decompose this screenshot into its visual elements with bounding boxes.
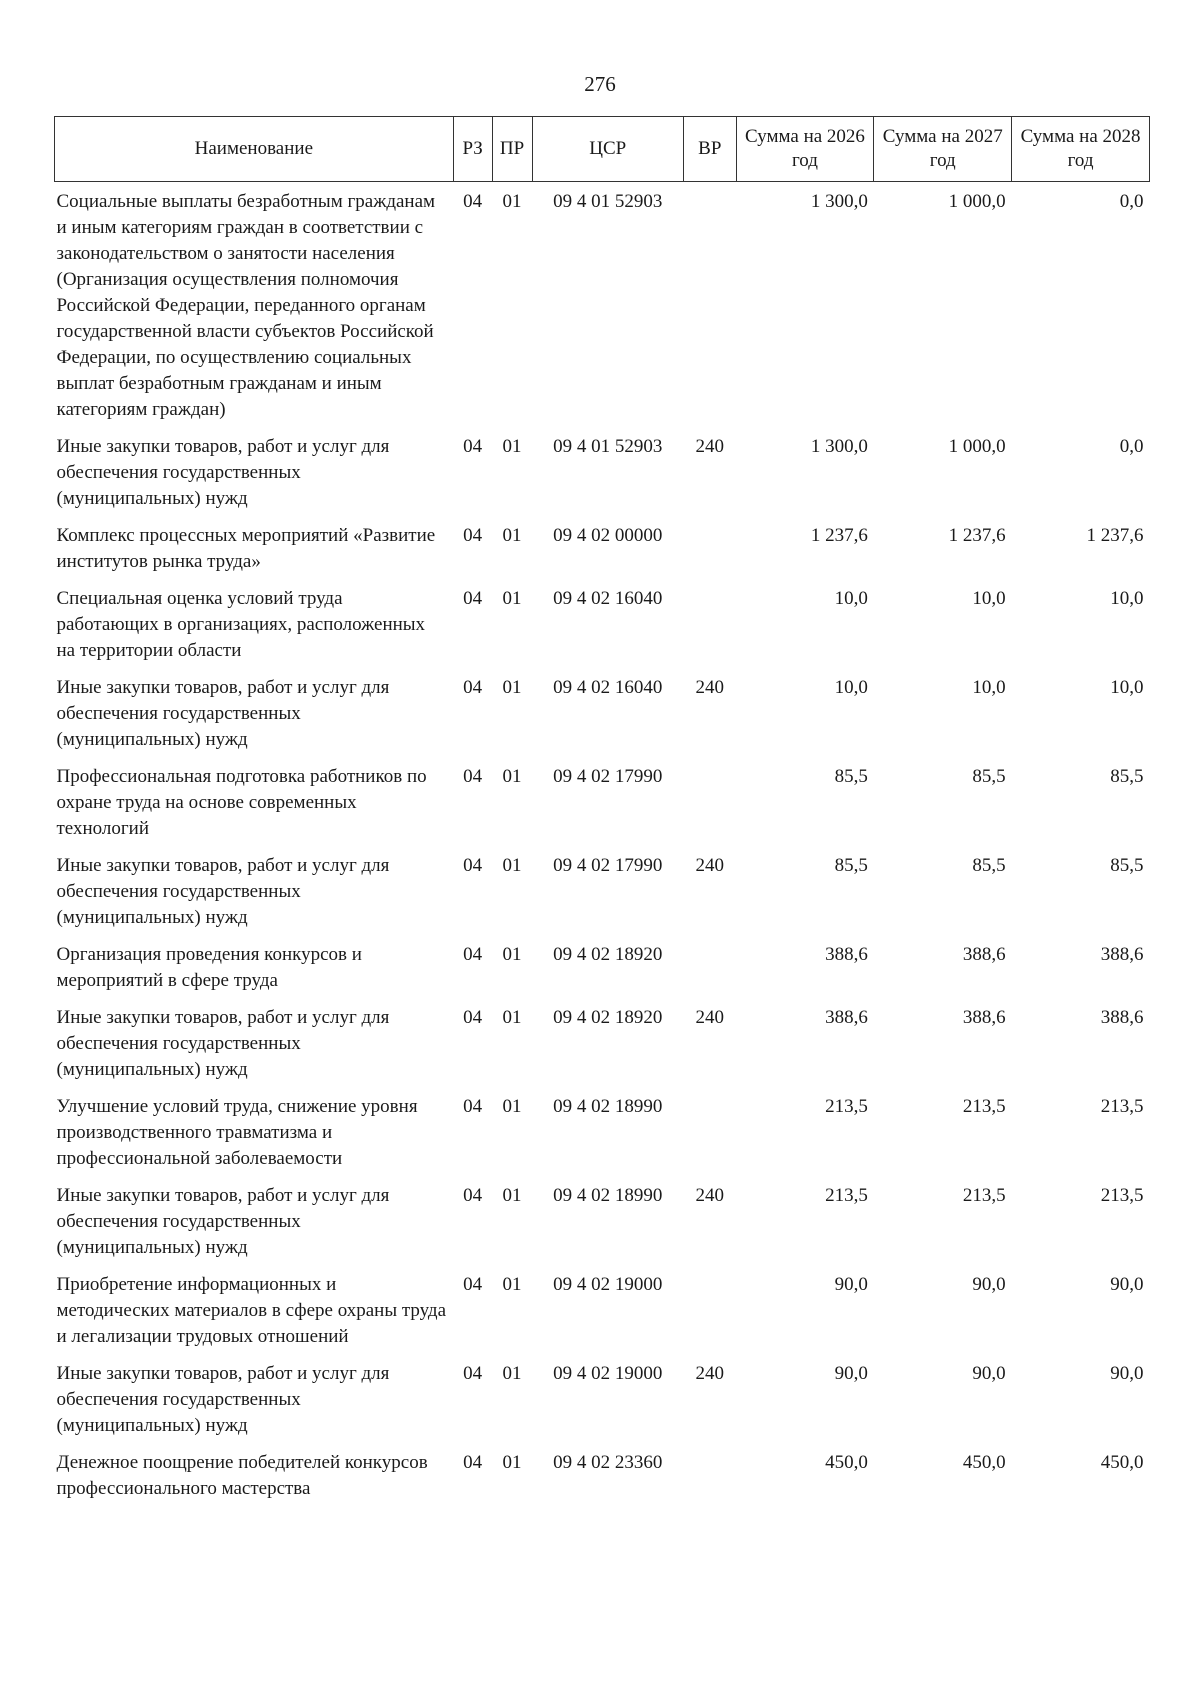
cell-rz: 04 — [463, 1274, 483, 1295]
table-row — [55, 998, 1150, 1087]
cell-pr: 01 — [502, 436, 522, 457]
cell-csr: 09 4 02 18920 — [553, 1007, 663, 1028]
cell-sum2027: 1 000,0 — [948, 191, 1006, 212]
cell-pr: 01 — [502, 1274, 522, 1295]
cell-vr — [684, 1265, 737, 1354]
cell-sum2027: 388,6 — [962, 944, 1006, 965]
cell-sum2027: 1 237,6 — [948, 525, 1006, 546]
cell-vr — [684, 1443, 737, 1506]
cell-csr: 09 4 02 19000 — [553, 1274, 663, 1295]
cell-pr: 01 — [502, 588, 522, 609]
cell-sum2026: 388,6 — [825, 944, 868, 965]
cell-name: Комплекс процессных мероприятий «Развитие институтов рынка труда» — [56, 525, 436, 572]
cell-name: Иные закупки товаров, работ и услуг для обеспечения государственных (муниципальных) нужд — [56, 436, 390, 509]
cell-pr: 01 — [502, 1363, 522, 1384]
cell-csr: 09 4 02 00000 — [553, 525, 663, 546]
cell-vr — [684, 182, 737, 428]
table-row — [55, 757, 1150, 846]
cell-name: Иные закупки товаров, работ и услуг для обеспечения государственных (муниципальных) нужд — [56, 855, 390, 928]
cell-sum2028: 388,6 — [1100, 1007, 1144, 1028]
cell-vr — [684, 516, 737, 579]
cell-sum2028: 213,5 — [1100, 1185, 1144, 1206]
cell-rz: 04 — [463, 1185, 483, 1206]
cell-sum2028: 90,0 — [1110, 1363, 1144, 1384]
cell-csr: 09 4 02 16040 — [553, 588, 663, 609]
cell-name: Специальная оценка условий труда работающих в организациях, расположенных на территории области — [56, 588, 426, 661]
cell-sum2026: 85,5 — [834, 855, 868, 876]
cell-vr: 240 — [695, 1007, 725, 1028]
cell-name: Денежное поощрение победителей конкурсов профессионального мастерства — [56, 1452, 428, 1499]
cell-rz: 04 — [463, 1096, 483, 1117]
cell-name: Профессиональная подготовка работников по охране труда на основе современных технологий — [56, 766, 427, 839]
cell-sum2028: 450,0 — [1100, 1452, 1144, 1473]
cell-vr — [684, 579, 737, 668]
cell-vr: 240 — [695, 1185, 725, 1206]
cell-pr: 01 — [502, 766, 522, 787]
header-sum-2027: Сумма на 2027 год — [874, 117, 1012, 182]
table-row — [55, 427, 1150, 516]
cell-sum2027: 10,0 — [972, 677, 1006, 698]
table-body — [55, 182, 1150, 1507]
cell-pr: 01 — [502, 944, 522, 965]
cell-name: Иные закупки товаров, работ и услуг для обеспечения государственных (муниципальных) нужд — [56, 1185, 390, 1258]
cell-rz: 04 — [463, 525, 483, 546]
table-row — [55, 516, 1150, 579]
cell-rz: 04 — [463, 191, 483, 212]
cell-csr: 09 4 02 18990 — [553, 1185, 663, 1206]
cell-sum2027: 450,0 — [962, 1452, 1006, 1473]
cell-sum2028: 85,5 — [1110, 855, 1144, 876]
cell-sum2027: 1 000,0 — [948, 436, 1006, 457]
cell-sum2028: 213,5 — [1100, 1096, 1144, 1117]
table-row — [55, 668, 1150, 757]
cell-sum2026: 10,0 — [834, 677, 868, 698]
cell-csr: 09 4 02 18990 — [553, 1096, 663, 1117]
cell-sum2028: 90,0 — [1110, 1274, 1144, 1295]
cell-name: Иные закупки товаров, работ и услуг для обеспечения государственных (муниципальных) нужд — [56, 677, 390, 750]
table-row — [55, 1443, 1150, 1506]
header-vr: ВР — [684, 117, 737, 182]
cell-sum2028: 0,0 — [1119, 436, 1144, 457]
cell-name: Иные закупки товаров, работ и услуг для обеспечения государственных (муниципальных) нужд — [56, 1007, 390, 1080]
cell-csr: 09 4 02 17990 — [553, 766, 663, 787]
cell-csr: 09 4 02 18920 — [553, 944, 663, 965]
table-row — [55, 1265, 1150, 1354]
cell-sum2027: 213,5 — [962, 1096, 1006, 1117]
cell-sum2028: 85,5 — [1110, 766, 1144, 787]
table-row — [55, 1176, 1150, 1265]
page-number: 276 — [584, 72, 616, 96]
cell-rz: 04 — [463, 1363, 483, 1384]
cell-csr: 09 4 01 52903 — [553, 436, 663, 457]
cell-sum2027: 90,0 — [972, 1363, 1006, 1384]
cell-rz: 04 — [463, 436, 483, 457]
table-row — [55, 846, 1150, 935]
cell-vr: 240 — [695, 1363, 725, 1384]
cell-sum2027: 90,0 — [972, 1274, 1006, 1295]
cell-rz: 04 — [463, 766, 483, 787]
cell-sum2027: 85,5 — [972, 855, 1006, 876]
cell-sum2027: 85,5 — [972, 766, 1006, 787]
cell-vr — [684, 1087, 737, 1176]
cell-sum2027: 213,5 — [962, 1185, 1006, 1206]
header-csr: ЦСР — [532, 117, 683, 182]
cell-vr — [684, 935, 737, 998]
cell-pr: 01 — [502, 1096, 522, 1117]
table-row — [55, 182, 1150, 428]
header-name: Наименование — [55, 117, 454, 182]
cell-sum2028: 388,6 — [1100, 944, 1144, 965]
cell-sum2026: 388,6 — [825, 1007, 868, 1028]
cell-sum2026: 213,5 — [825, 1185, 868, 1206]
cell-vr: 240 — [695, 436, 725, 457]
table-row — [55, 1354, 1150, 1443]
cell-name: Иные закупки товаров, работ и услуг для обеспечения государственных (муниципальных) нужд — [56, 1363, 390, 1436]
cell-csr: 09 4 02 23360 — [553, 1452, 663, 1473]
cell-rz: 04 — [463, 1452, 483, 1473]
cell-rz: 04 — [463, 677, 483, 698]
cell-csr: 09 4 02 17990 — [553, 855, 663, 876]
cell-csr: 09 4 02 19000 — [553, 1363, 663, 1384]
cell-pr: 01 — [502, 525, 522, 546]
table-row — [55, 935, 1150, 998]
cell-rz: 04 — [463, 855, 483, 876]
header-pr: ПР — [492, 117, 532, 182]
cell-csr: 09 4 02 16040 — [553, 677, 663, 698]
cell-pr: 01 — [502, 677, 522, 698]
cell-pr: 01 — [502, 1452, 522, 1473]
table-row — [55, 579, 1150, 668]
cell-sum2028: 1 237,6 — [1086, 525, 1144, 546]
cell-name: Организация проведения конкурсов и мероприятий в сфере труда — [56, 944, 362, 991]
cell-name: Улучшение условий труда, снижение уровня производственного травматизма и профессиональной заболеваемости — [56, 1096, 418, 1169]
cell-sum2026: 10,0 — [834, 588, 868, 609]
cell-pr: 01 — [502, 191, 522, 212]
cell-pr: 01 — [502, 1007, 522, 1028]
cell-sum2026: 90,0 — [834, 1274, 868, 1295]
cell-sum2026: 213,5 — [825, 1096, 868, 1117]
header-sum-2028: Сумма на 2028 год — [1012, 117, 1150, 182]
cell-sum2026: 90,0 — [834, 1363, 868, 1384]
cell-rz: 04 — [463, 1007, 483, 1028]
table-row — [55, 1087, 1150, 1176]
cell-sum2026: 450,0 — [825, 1452, 868, 1473]
cell-vr: 240 — [695, 855, 725, 876]
cell-csr: 09 4 01 52903 — [553, 191, 663, 212]
cell-rz: 04 — [463, 944, 483, 965]
cell-name: Социальные выплаты безработным гражданам и иным категориям граждан в соответствии с законодательством о занятости населения (Организация осуществления полномочия Российской Федерации, переданного органам государственной власти субъектов Российской Федерации, по осуществлению социальных выплат безработным гражданам и иным категориям граждан) — [56, 191, 436, 420]
cell-sum2028: 0,0 — [1119, 191, 1144, 212]
header-sum-2026: Сумма на 2026 год — [736, 117, 874, 182]
cell-pr: 01 — [502, 855, 522, 876]
cell-pr: 01 — [502, 1185, 522, 1206]
header-rz: РЗ — [453, 117, 492, 182]
cell-name: Приобретение информационных и методических материалов в сфере охраны труда и легализации трудовых отношений — [56, 1274, 447, 1347]
cell-sum2026: 1 300,0 — [810, 191, 868, 212]
budget-table — [54, 116, 1150, 1506]
cell-sum2026: 1 300,0 — [810, 436, 868, 457]
cell-vr: 240 — [695, 677, 725, 698]
cell-sum2026: 1 237,6 — [810, 525, 868, 546]
table-header-row — [55, 117, 1150, 182]
cell-sum2028: 10,0 — [1110, 677, 1144, 698]
cell-vr — [684, 757, 737, 846]
cell-sum2028: 10,0 — [1110, 588, 1144, 609]
cell-sum2027: 10,0 — [972, 588, 1006, 609]
cell-rz: 04 — [463, 588, 483, 609]
cell-sum2027: 388,6 — [962, 1007, 1006, 1028]
cell-sum2026: 85,5 — [834, 766, 868, 787]
